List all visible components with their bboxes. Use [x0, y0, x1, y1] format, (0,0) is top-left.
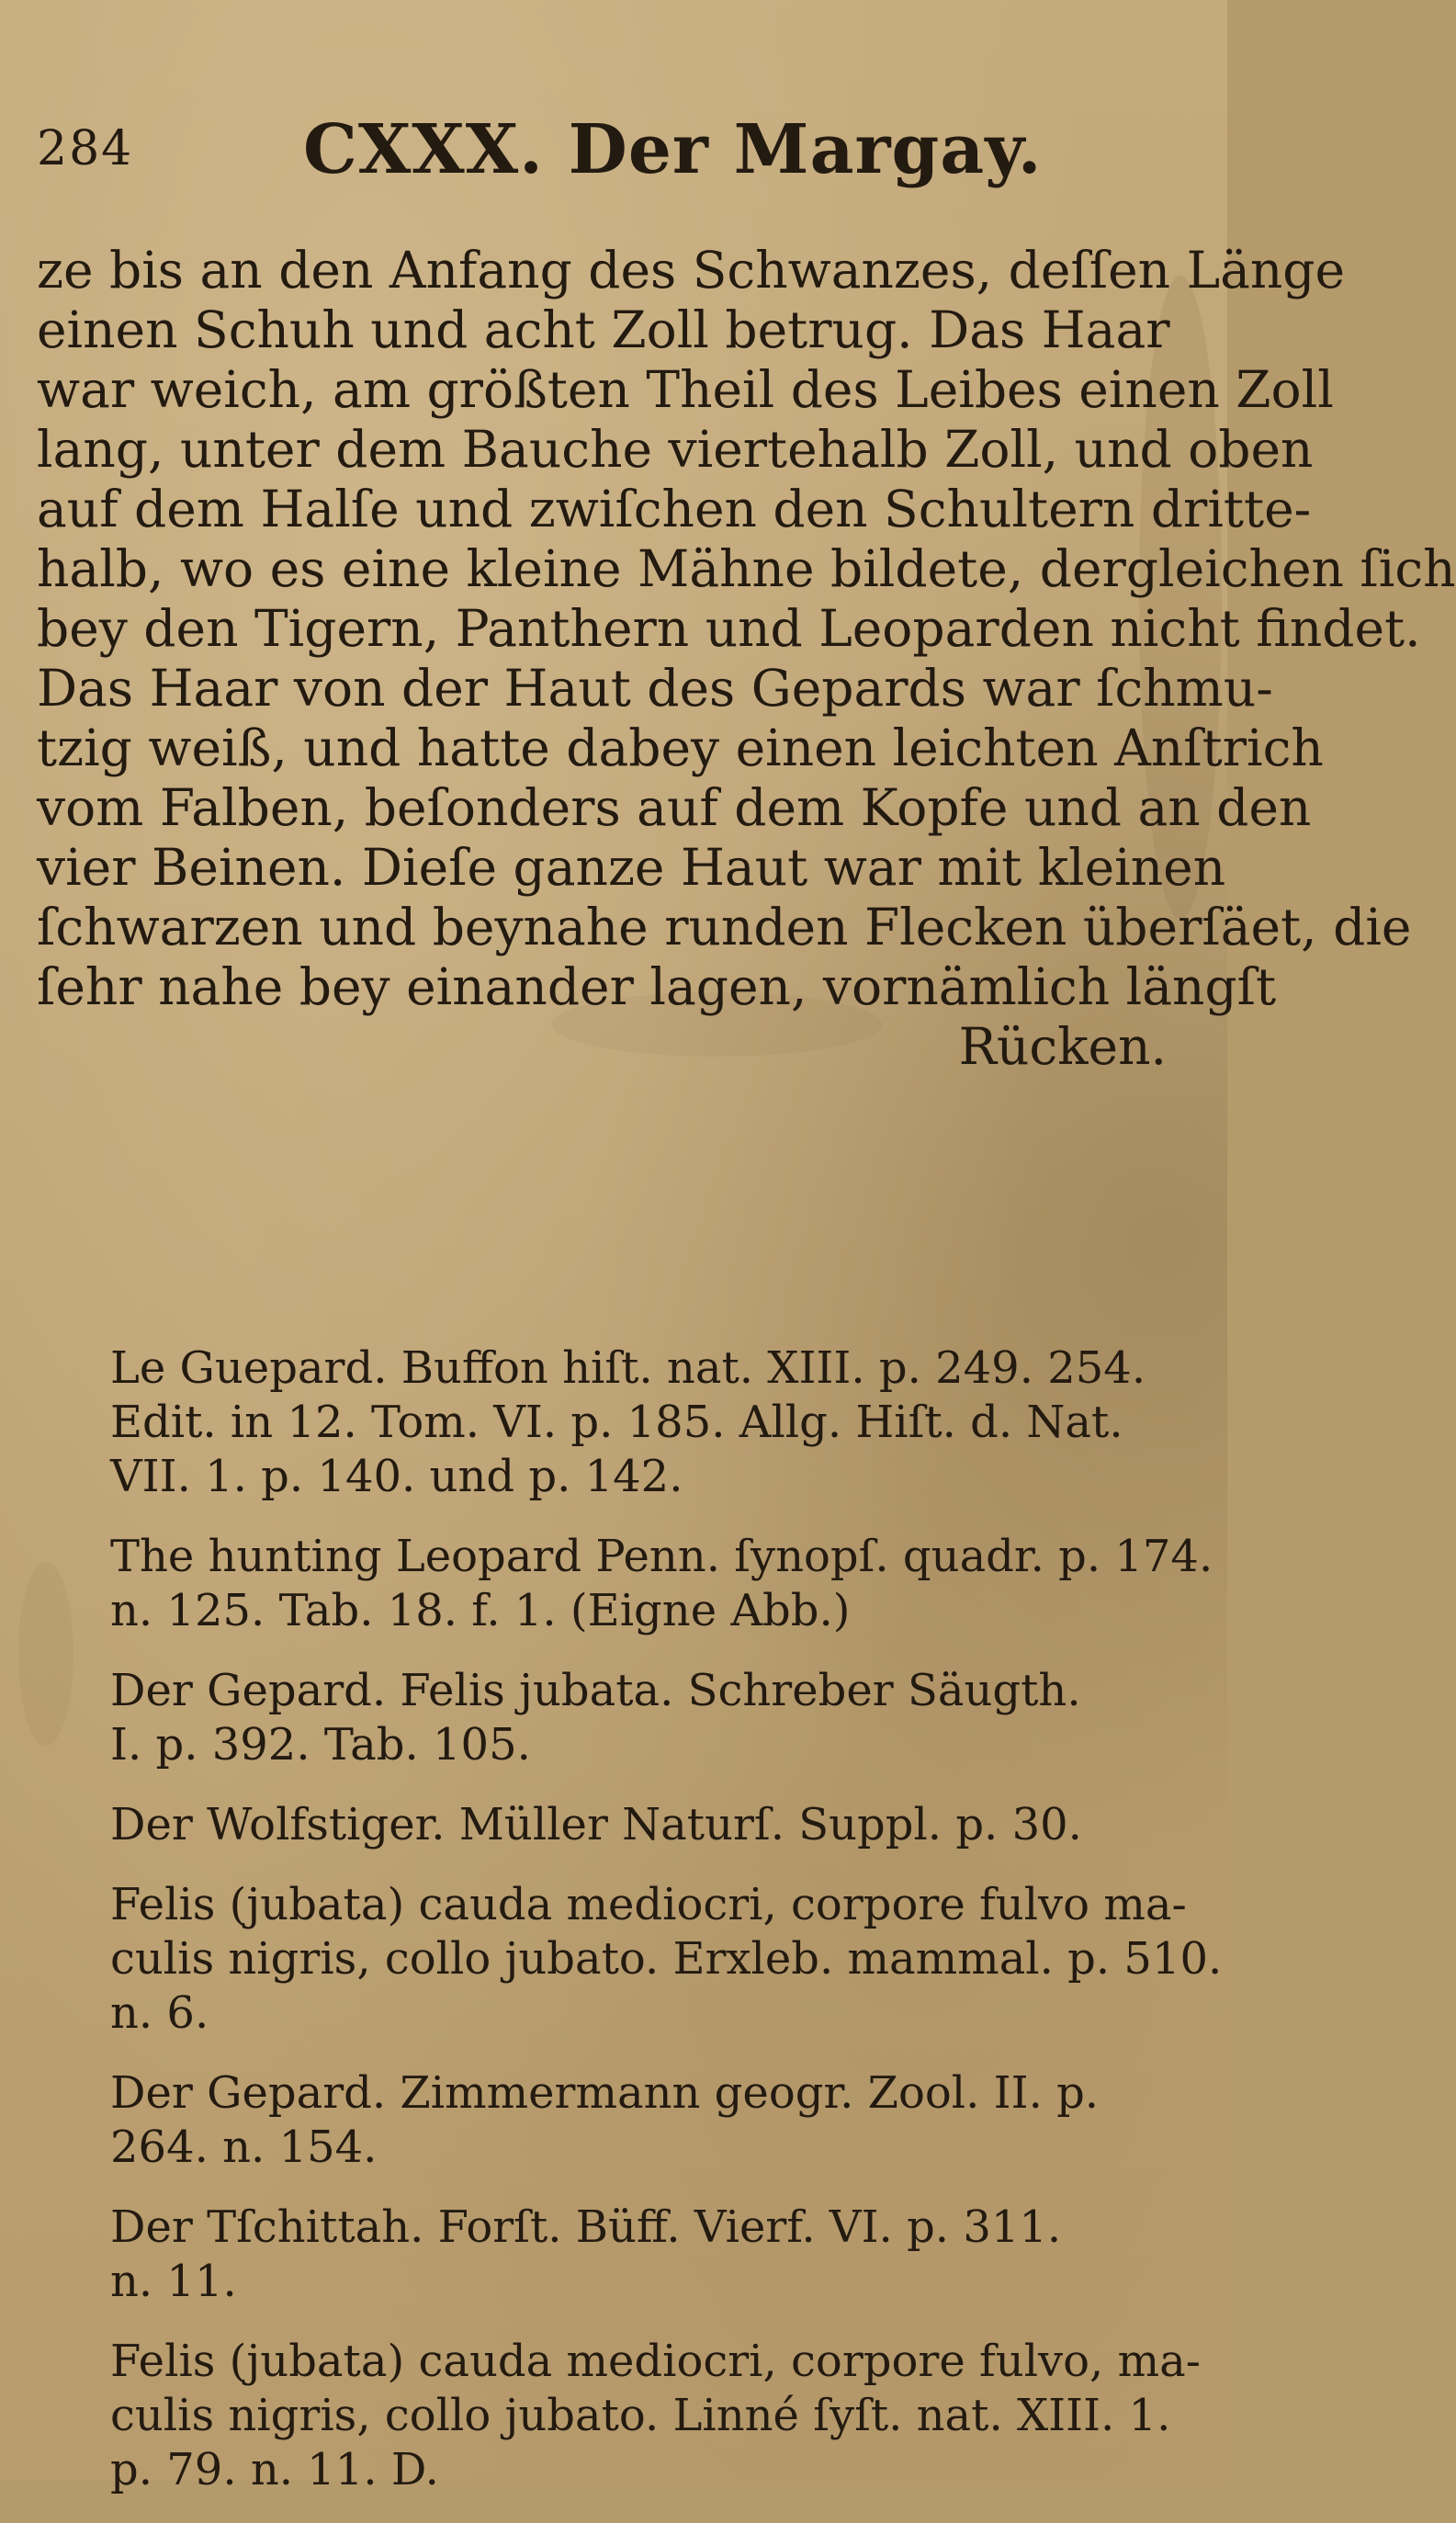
footnote-line: p. 79. n. 11. D. [110, 2444, 439, 2495]
footnote-line: Felis (jubata) cauda mediocri, corpore fulvo ma- [110, 1879, 1187, 1930]
running-title: CXXX. Der Margay. [303, 110, 1043, 189]
footnote-line: VII. 1. p. 140. und p. 142. [110, 1451, 683, 1502]
footnote [110, 2066, 1194, 2175]
footnote-line: Der Gepard. Zimmermann geogr. Zool. II. p. [110, 2067, 1100, 2119]
footnote-line: Le Guepard. Buffon hiſt. nat. XIII. p. 249. 254. [110, 1342, 1146, 1394]
text-line: war weich, am größten Theil des Leibes einen Zoll [37, 360, 1334, 419]
page-header [37, 110, 1176, 193]
text-line: Rücken. [958, 1017, 1167, 1076]
footnote-line: Edit. in 12. Tom. VI. p. 185. Allg. Hiſt. d. Nat. [110, 1397, 1123, 1448]
footnote-line: Der Tſchittah. Forſt. Büff. Vierf. VI. p. 311. [110, 2201, 1062, 2253]
text-line: ze bis an den Anfang des Schwanzes, deſſen Länge [37, 241, 1346, 300]
text-line: halb, wo es eine kleine Mähne bildete, dergleichen ſich [37, 539, 1456, 598]
footnote [110, 1341, 1194, 1504]
footnote-line: Der Gepard. Felis jubata. Schreber Säugth. [110, 1665, 1081, 1716]
main-text [37, 241, 1456, 1077]
text-line: vier Beinen. Dieſe ganze Haut war mit kleinen [37, 838, 1226, 897]
footnote-line: culis nigris, collo jubato. Linné ſyſt. nat. XIII. 1. [110, 2390, 1171, 2441]
footnote-line: 264. n. 154. [110, 2121, 378, 2173]
footnote-line: n. 6. [110, 1987, 209, 2039]
footnote-line: The hunting Leopard Penn. ſynopſ. quadr. p. 174. [110, 1531, 1213, 1582]
footnote [110, 1878, 1223, 2041]
text-line: tzig weiß, und hatte dabey einen leichten Anſtrich [37, 718, 1324, 777]
footnote-line: I. p. 392. Tab. 105. [110, 1719, 531, 1771]
footnote [110, 1530, 1213, 1638]
footnote [110, 2201, 1194, 2309]
footnote [110, 2335, 1201, 2497]
page-number: 284 [37, 121, 134, 176]
page-stain [18, 1562, 73, 1746]
footnote-line: Der Wolfstiger. Müller Naturſ. Suppl. p. 30. [110, 1799, 1082, 1850]
text-line: vom Falben, beſonders auf dem Kopfe und an den [37, 778, 1312, 837]
text-line: ſchwarzen und beynahe runden Flecken überſäet, die [37, 898, 1412, 956]
footnote-line: n. 11. [110, 2256, 237, 2307]
text-line: auf dem Halſe und zwiſchen den Schultern dritte- [37, 480, 1312, 538]
footnote-line: Felis (jubata) cauda mediocri, corpore fulvo, ma- [110, 2336, 1201, 2387]
text-line: ſehr nahe bey einander lagen, vornämlich längſt [37, 957, 1277, 1016]
text-line: bey den Tigern, Panthern und Leoparden nicht findet. [37, 599, 1421, 658]
footnote-line: culis nigris, collo jubato. Erxleb. mammal. p. 510. [110, 1933, 1223, 1985]
text-line: einen Schuh und acht Zoll betrug. Das Haar [37, 300, 1170, 359]
text-line: lang, unter dem Bauche viertehalb Zoll, und oben [37, 420, 1314, 479]
footnotes [110, 1341, 1223, 2523]
footnote [110, 1798, 1194, 1852]
footnote-line: n. 125. Tab. 18. f. 1. (Eigne Abb.) [110, 1585, 851, 1636]
footnote [110, 1664, 1194, 1772]
text-line: Das Haar von der Haut des Gepards war ſchmu- [37, 659, 1273, 718]
